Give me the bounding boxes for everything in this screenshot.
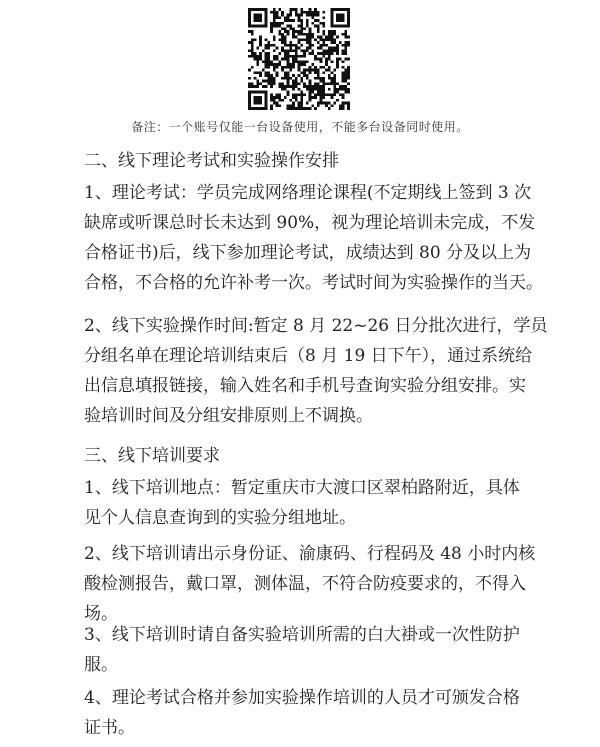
paragraph-line: 见个人信息查询到的实验分组地址。 (84, 508, 356, 528)
paragraph-line: 4、理论考试合格并参加实验操作培训的人员才可颁发合格 (84, 688, 520, 708)
paragraph-line: 场。 (84, 604, 118, 624)
paragraph-certificate (84, 683, 524, 743)
paragraph-training-location (84, 473, 524, 533)
paragraph-line: 缺席或听课总时长未达到 90%，视为理论培训未完成，不发 (84, 213, 536, 233)
paragraph-line: 2、线下培训请出示身份证、渝康码、行程码及 48 小时内核 (84, 544, 536, 564)
paragraph-line: 酸检测报告，戴口罩，测体温，不符合防疫要求的，不得入 (84, 574, 526, 594)
paragraph-line: 合格，不合格的允许补考一次。考试时间为实验操作的当天。 (84, 273, 543, 293)
paragraph-lab-time (84, 311, 548, 431)
paragraph-line: 证书。 (84, 718, 135, 738)
paragraph-theory-exam (84, 178, 543, 298)
qr-code-graphic (248, 8, 350, 110)
paragraph-line: 2、线下实验操作时间:暂定 8 月 22~26 日分批次进行，学员 (84, 316, 548, 336)
section-heading-offline-exam: 二、线下理论考试和实验操作安排 (84, 151, 339, 171)
paragraph-line: 验培训时间及分组安排原则上不调换。 (84, 406, 373, 426)
section-heading-training-requirements: 三、线下培训要求 (84, 446, 220, 466)
paragraph-line: 服。 (84, 655, 118, 675)
paragraph-line: 3、线下培训时请自备实验培训所需的白大褂或一次性防护 (84, 625, 520, 645)
usage-note: 备注：一个账号仅能一台设备使用，不能多台设备同时使用。 (131, 120, 469, 134)
paragraph-lab-coat (84, 620, 524, 680)
paragraph-health-docs (84, 539, 536, 629)
paragraph-line: 合格证书)后，线下参加理论考试，成绩达到 80 分及以上为 (84, 243, 532, 263)
paragraph-line: 1、理论考试：学员完成网络理论课程(不定期线上签到 3 次 (84, 183, 532, 203)
qr-code-icon (248, 8, 350, 110)
paragraph-line: 出信息填报链接，输入姓名和手机号查询实验分组安排。实 (84, 376, 526, 396)
paragraph-line: 分组名单在理论培训结束后（8 月 19 日下午），通过系统给 (84, 346, 533, 366)
paragraph-line: 1、线下培训地点：暂定重庆市大渡口区翠柏路附近，具体 (84, 478, 520, 498)
